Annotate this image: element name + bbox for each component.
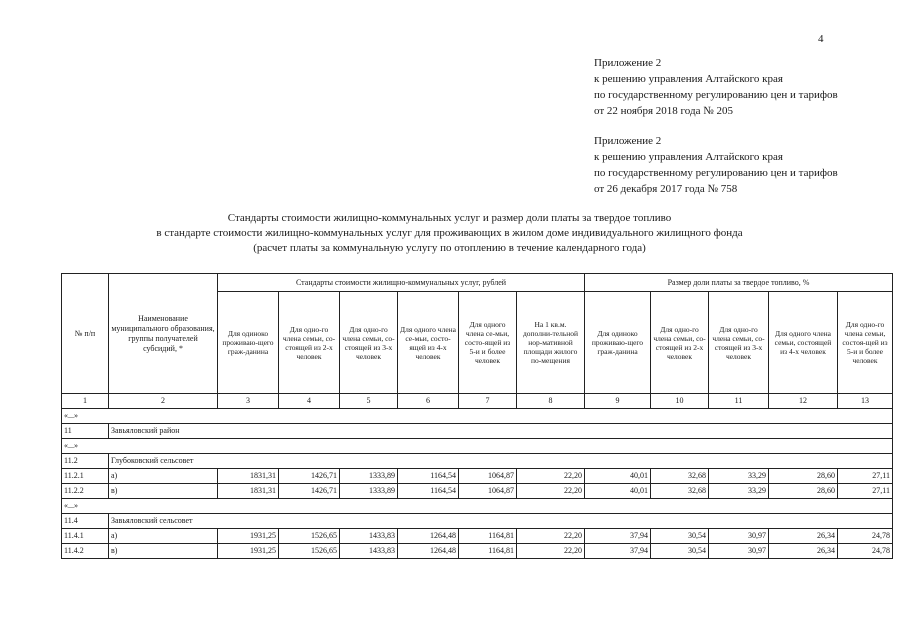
section-label: Завьяловский сельсовет: [109, 514, 893, 529]
row-code: 11.2.2: [62, 484, 109, 499]
col-header-standard-4: Для одного члена се-мьи, состо-ящей из 4-х человек: [398, 292, 459, 394]
appendix-line: Приложение 2: [594, 57, 662, 69]
table-row: [62, 544, 893, 559]
table-cell: 1426,71: [279, 469, 340, 484]
col-header-standard-5: Для одного члена се-мьи, состо-ящей из 5-и и более человек: [459, 292, 517, 394]
table-cell: 1433,83: [340, 544, 398, 559]
appendix-line: от 26 декабря 2017 года № 758: [594, 183, 738, 195]
table-cell: 33,29: [709, 469, 769, 484]
table-cell: 30,97: [709, 544, 769, 559]
table-cell: 30,97: [709, 529, 769, 544]
table-cell: 1164,54: [398, 469, 459, 484]
column-number: 11: [709, 394, 769, 409]
table-cell: 40,01: [585, 469, 651, 484]
omission-marker: «...»: [62, 499, 893, 514]
table-cell: 22,20: [517, 544, 585, 559]
table-cell: 1164,54: [398, 484, 459, 499]
column-number: 4: [279, 394, 340, 409]
table-cell: 26,34: [769, 544, 838, 559]
column-numbers-row: [62, 394, 893, 409]
col-header-standard-2: Для одно-го члена семьи, со-стоящей из 2-х человек: [279, 292, 340, 394]
title-line: Стандарты стоимости жилищно-коммунальных услуг и размер доли платы за твердое топливо: [227, 212, 672, 224]
table-cell: 1333,89: [340, 469, 398, 484]
ellipsis-row: [62, 439, 893, 454]
group-header-fuel: Размер доли платы за твердое топливо, %: [585, 274, 893, 292]
column-number: 9: [585, 394, 651, 409]
table-cell: 30,54: [651, 544, 709, 559]
ellipsis-row: [62, 409, 893, 424]
appendix-header-original: [594, 133, 838, 197]
document-title: [0, 211, 899, 256]
row-code: 11.4.1: [62, 529, 109, 544]
row-code: 11.2.1: [62, 469, 109, 484]
section-label: Завьяловский район: [109, 424, 893, 439]
col-header-fuel-5: Для одно-го члена семьи, состоя-щей из 5-и и более человек: [838, 292, 893, 394]
table-cell: 1264,48: [398, 529, 459, 544]
section-row: [62, 424, 893, 439]
column-number: 7: [459, 394, 517, 409]
table-row: [62, 484, 893, 499]
standards-table: [61, 273, 893, 559]
recipient-group: а): [109, 469, 218, 484]
table-cell: 27,11: [838, 484, 893, 499]
col-header-standard-1: Для одиноко проживаю-щего граж-данина: [218, 292, 279, 394]
table-cell: 1831,31: [218, 484, 279, 499]
table-cell: 40,01: [585, 484, 651, 499]
column-number: 10: [651, 394, 709, 409]
recipient-group: в): [109, 484, 218, 499]
column-number: 6: [398, 394, 459, 409]
table-row: [62, 469, 893, 484]
col-header-fuel-3: Для одно-го члена семьи, со-стоящей из 3-х человек: [709, 292, 769, 394]
table-cell: 1526,65: [279, 544, 340, 559]
section-label: Глубоковский сельсовет: [109, 454, 893, 469]
table-cell: 1433,83: [340, 529, 398, 544]
appendix-header-current: [594, 55, 838, 119]
column-number: 3: [218, 394, 279, 409]
section-row: [62, 454, 893, 469]
table-cell: 22,20: [517, 469, 585, 484]
column-number: 2: [109, 394, 218, 409]
appendix-line: по государственному регулированию цен и тарифов: [594, 89, 838, 101]
table-cell: 32,68: [651, 469, 709, 484]
table-cell: 1164,81: [459, 544, 517, 559]
col-header-fuel-4: Для одного члена семьи, состоящей из 4-х человек: [769, 292, 838, 394]
table-cell: 24,78: [838, 544, 893, 559]
table-cell: 27,11: [838, 469, 893, 484]
table-cell: 33,29: [709, 484, 769, 499]
recipient-group: а): [109, 529, 218, 544]
ellipsis-row: [62, 499, 893, 514]
section-row: [62, 514, 893, 529]
row-code: 11.4.2: [62, 544, 109, 559]
omission-marker: «...»: [62, 439, 893, 454]
col-header-standard-sqm: На 1 кв.м. дополни-тельной нор-мативной площади жилого по-мещения: [517, 292, 585, 394]
recipient-group: в): [109, 544, 218, 559]
table-cell: 1831,31: [218, 469, 279, 484]
column-number: 5: [340, 394, 398, 409]
table-cell: 32,68: [651, 484, 709, 499]
table-row: [62, 529, 893, 544]
table-cell: 30,54: [651, 529, 709, 544]
col-header-fuel-1: Для одиноко проживаю-щего граж-данина: [585, 292, 651, 394]
col-header-fuel-2: Для одно-го члена семьи, со-стоящей из 2-х человек: [651, 292, 709, 394]
table-cell: 1064,87: [459, 484, 517, 499]
column-number: 13: [838, 394, 893, 409]
table-cell: 1426,71: [279, 484, 340, 499]
page-number: 4: [818, 33, 824, 45]
col-header-standard-3: Для одно-го члена семьи, со-стоящей из 3-х человек: [340, 292, 398, 394]
appendix-line: Приложение 2: [594, 135, 662, 147]
table-cell: 26,34: [769, 529, 838, 544]
table-cell: 1164,81: [459, 529, 517, 544]
appendix-line: по государственному регулированию цен и тарифов: [594, 167, 838, 179]
table-cell: 22,20: [517, 529, 585, 544]
table-cell: 1333,89: [340, 484, 398, 499]
row-code: 11.2: [62, 454, 109, 469]
appendix-line: к решению управления Алтайского края: [594, 73, 783, 85]
table-cell: 1064,87: [459, 469, 517, 484]
omission-marker: «...»: [62, 409, 893, 424]
column-number: 8: [517, 394, 585, 409]
table-cell: 1931,25: [218, 529, 279, 544]
appendix-line: к решению управления Алтайского края: [594, 151, 783, 163]
table-cell: 1264,48: [398, 544, 459, 559]
table-cell: 22,20: [517, 484, 585, 499]
table-cell: 37,94: [585, 529, 651, 544]
table-cell: 24,78: [838, 529, 893, 544]
title-line: (расчет платы за коммунальную услугу по отоплению в течение календарного года): [253, 242, 646, 254]
table-cell: 37,94: [585, 544, 651, 559]
table-cell: 28,60: [769, 469, 838, 484]
row-code: 11: [62, 424, 109, 439]
table-cell: 1526,65: [279, 529, 340, 544]
row-code: 11.4: [62, 514, 109, 529]
table-cell: 28,60: [769, 484, 838, 499]
column-number: 12: [769, 394, 838, 409]
group-header-standards: Стандарты стоимости жилищно-коммунальных услуг, рублей: [218, 274, 585, 292]
title-line: в стандарте стоимости жилищно-коммунальных услуг для проживающих в жилом доме индивидуального жилищного фонда: [156, 227, 743, 239]
col-header-name: Наименование муниципального образования, группы получателей субсидий, *: [109, 274, 218, 394]
table-cell: 1931,25: [218, 544, 279, 559]
appendix-line: от 22 ноября 2018 года № 205: [594, 105, 733, 117]
column-number: 1: [62, 394, 109, 409]
col-header-number: № п/п: [62, 274, 109, 394]
